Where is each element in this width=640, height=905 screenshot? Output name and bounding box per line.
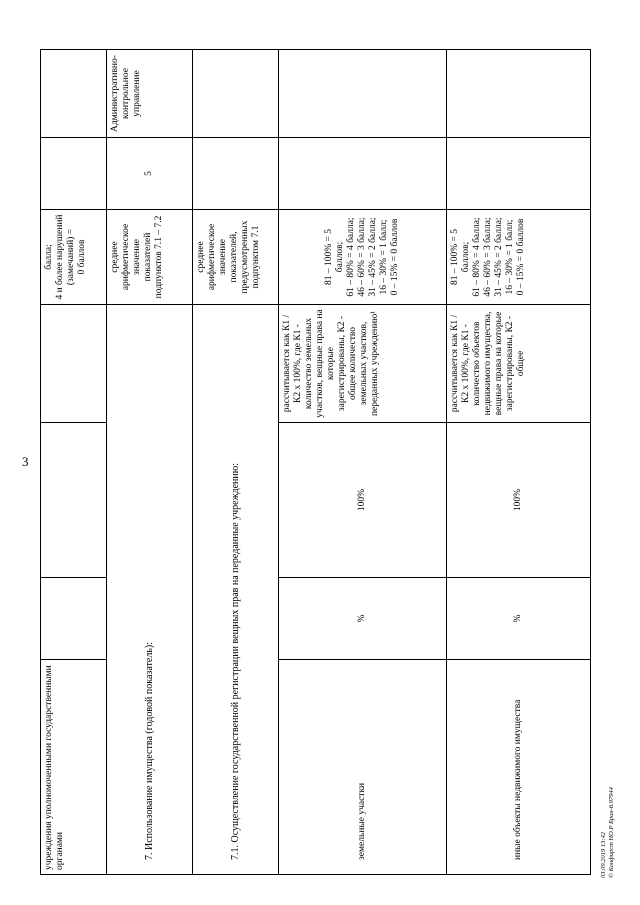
row5-responsible (447, 50, 591, 138)
row4-target: 100% (279, 423, 447, 578)
footer-line-1: 03.09.2019 13:42 (600, 831, 607, 878)
row1-target (41, 423, 107, 578)
table-row (279, 50, 447, 875)
row3-weight (193, 138, 279, 210)
row4-formula: рассчитывается как К1 / К2 х 100%, где К1 - количество земельных участков, вещные права на которые зарегистрированы, К2 - общее количество земельных участков, переданных учреждению¹ (279, 305, 447, 423)
row4-weight (279, 138, 447, 210)
row2-responsible: Административно-контрольное управление (107, 50, 193, 138)
row4-responsible (279, 50, 447, 138)
table-row (41, 50, 107, 875)
row1-name-text: учреждения уполномоченными государственными органами (44, 665, 65, 870)
row1-weight (41, 138, 107, 210)
table-row (193, 50, 279, 875)
row1-score: балла; 4 и более нарушений (замечаний) = 0 баллов (41, 210, 107, 305)
row5-name: иные объекты недвижимого имущества (447, 660, 591, 875)
criteria-table (40, 49, 591, 875)
row5-formula: рассчитывается как К1 / К2 х 100%, где К1 - количество объектов недвижимого имущества, вещные права на которые зарегистрированы, К2 - общее (447, 305, 591, 423)
row5-score: 81 – 100% = 5 баллов; 61 – 80% = 4 балла; 46 – 60% = 3 балла; 31 – 45% = 2 балла; 16 – 30% = 1 балл; 0 – 15% = 0 баллов (447, 210, 591, 305)
rotated-table-area (40, 50, 590, 875)
row5-weight (447, 138, 591, 210)
footer-line-2: © Конфирст НО.Р Брин-8.97944 (607, 787, 615, 878)
document-footer (600, 787, 615, 878)
row2-weight: 5 (107, 138, 193, 210)
row3-score: среднее арифметическое значение показателей, предусмотренных подпунктом 7.1 (193, 210, 279, 305)
table-row (107, 50, 193, 875)
row1-unit (41, 578, 107, 660)
row5-target: 100% (447, 423, 591, 578)
row1-responsible (41, 50, 107, 138)
row2-score: среднее арифметическое значение показателей подпунктов 7.1 – 7.2 (107, 210, 193, 305)
row4-unit: % (279, 578, 447, 660)
row1-name (41, 660, 107, 875)
row4-score: 81 – 100% = 5 баллов; 61 – 80% = 4 балла; 46 – 60% = 3 балла; 31 – 45% = 2 балла; 16 – 30% = 1 балл; 0 – 15% = 0 баллов (279, 210, 447, 305)
row4-name: земельные участки (279, 660, 447, 875)
row5-unit: % (447, 578, 591, 660)
table-row (447, 50, 591, 875)
row3-name: 7.1. Осуществление государственной регистрации вещных прав на переданные учреждению: (193, 305, 279, 875)
page-number: 3 (22, 454, 29, 469)
row2-name: 7. Использование имущества (годовой показатель): (107, 305, 193, 875)
row1-formula (41, 305, 107, 423)
row3-responsible (193, 50, 279, 138)
